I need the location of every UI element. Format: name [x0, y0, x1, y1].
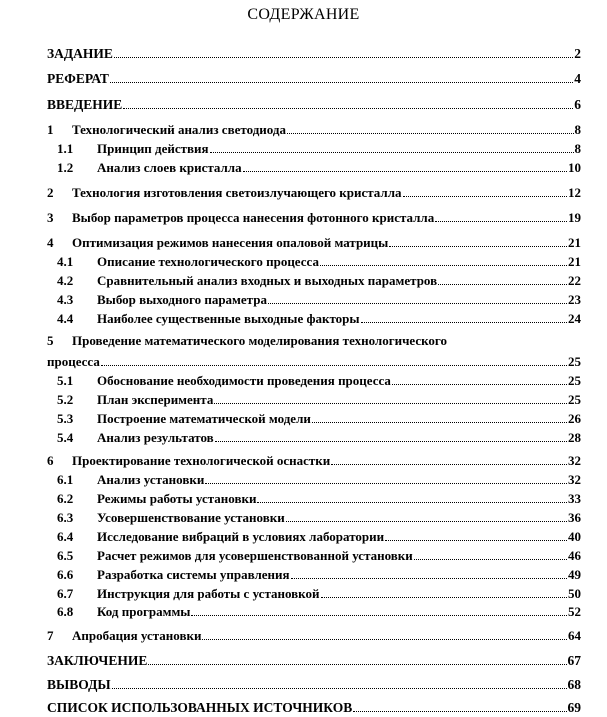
toc-entry-page: 69 — [567, 700, 581, 715]
toc-entry-label: Расчет режимов для усовершенствованной установки — [97, 548, 413, 563]
toc-entry-label: РЕФЕРАТ — [47, 71, 109, 86]
toc-entry-page: 2 — [574, 46, 581, 61]
dot-leader — [191, 615, 567, 616]
dot-leader — [320, 265, 567, 266]
toc-entry-page: 32 — [568, 472, 581, 487]
dot-leader — [361, 322, 567, 323]
toc-entry[interactable] — [47, 388, 581, 408]
toc-entry-page: 25 — [568, 392, 581, 407]
toc-entry[interactable] — [47, 426, 581, 446]
toc-entry-page: 22 — [568, 273, 581, 288]
toc-entry-number: 6 — [47, 453, 54, 468]
toc-entry[interactable] — [47, 600, 581, 620]
toc-entry[interactable] — [47, 350, 581, 370]
toc-entry[interactable] — [47, 250, 581, 270]
toc-entry-number: 4.1 — [57, 254, 74, 269]
toc-entry[interactable] — [47, 487, 581, 507]
toc-entry-label: СПИСОК ИСПОЛЬЗОВАННЫХ ИСТОЧНИКОВ — [47, 700, 353, 715]
toc-entry-page: 21 — [568, 235, 581, 250]
toc-entry-label: Выбор параметров процесса нанесения фотонного кристалла — [72, 210, 435, 225]
toc-entry-page: 8 — [574, 141, 581, 156]
toc-entry-label: ЗАКЛЮЧЕНИЕ — [47, 653, 148, 668]
toc-entry-label: Оптимизация режимов нанесения опаловой матрицы — [72, 235, 389, 250]
dot-leader — [214, 403, 567, 404]
toc-entry-label: Построение математической модели — [97, 411, 311, 426]
toc-entry[interactable] — [47, 156, 581, 176]
toc-entry[interactable] — [47, 93, 581, 113]
dot-leader — [110, 82, 573, 83]
dot-leader — [414, 559, 567, 560]
toc-entry-number: 5 — [47, 333, 54, 348]
toc-entry[interactable] — [47, 181, 581, 201]
toc-entry[interactable] — [47, 269, 581, 289]
toc-entry-label: Технология изготовления светоизлучающего кристалла — [72, 185, 402, 200]
toc-entry[interactable] — [47, 506, 581, 526]
toc-entry[interactable] — [47, 307, 581, 327]
toc-entry-number: 6.6 — [57, 567, 74, 582]
toc-entry-page: 25 — [568, 354, 581, 369]
toc-entry-number: 7 — [47, 628, 54, 643]
toc-entry-page: 10 — [568, 160, 581, 175]
toc-entry-label-line1: Проведение математического моделирования технологического — [72, 333, 448, 348]
toc-entry-label: ВВЕДЕНИЕ — [47, 97, 123, 112]
dot-leader — [331, 464, 567, 465]
toc-entry-number: 3 — [47, 210, 54, 225]
toc-entry-label: Усовершенствование установки — [97, 510, 285, 525]
toc-entry-page: 64 — [568, 628, 581, 643]
toc-entry-page: 12 — [568, 185, 581, 200]
toc-entry[interactable] — [47, 544, 581, 564]
toc-entry-page: 67 — [567, 653, 581, 668]
toc-entry-label: Описание технологического процесса — [97, 254, 319, 269]
toc-entry-number: 4.4 — [57, 311, 74, 326]
toc-entry-page: 21 — [568, 254, 581, 269]
toc-entry-label: процесса — [47, 354, 100, 369]
toc-entry-number: 1.1 — [57, 141, 74, 156]
toc-entry[interactable] — [47, 624, 581, 644]
toc-entry-page: 40 — [568, 529, 581, 544]
toc-entry[interactable] — [47, 525, 581, 545]
toc-entry-page: 49 — [568, 567, 581, 582]
page-title: СОДЕРЖАНИЕ — [247, 6, 360, 23]
toc-entry-number: 1.2 — [57, 160, 74, 175]
dot-leader — [287, 133, 574, 134]
toc-entry-label: Проектирование технологической оснастки — [72, 453, 331, 468]
toc-entry-label: Сравнительный анализ входных и выходных параметров — [97, 273, 438, 288]
dot-leader — [202, 639, 567, 640]
toc-entry-number: 1 — [47, 122, 54, 137]
dot-leader — [389, 246, 567, 247]
toc-entry[interactable] — [47, 468, 581, 488]
toc-entry-page: 33 — [568, 491, 581, 506]
dot-leader — [215, 441, 567, 442]
toc-entry[interactable] — [47, 118, 581, 138]
toc-entry-label: Обоснование необходимости проведения процесса — [97, 373, 391, 388]
toc-entry-number: 6.5 — [57, 548, 74, 563]
dot-leader — [291, 578, 567, 579]
toc-entry-number: 6.8 — [57, 604, 74, 619]
toc-entry[interactable] — [47, 137, 581, 157]
toc-entry-label: ЗАДАНИЕ — [47, 46, 113, 61]
toc-entry-page: 4 — [574, 71, 581, 86]
toc-entry-number: 6.3 — [57, 510, 74, 525]
toc-entry-page: 19 — [568, 210, 581, 225]
toc-entry-first-line[interactable] — [47, 332, 581, 349]
toc-entry-page: 24 — [568, 311, 581, 326]
toc-entry-label: Разработка системы управления — [97, 567, 290, 582]
toc-entry-number: 6.7 — [57, 586, 74, 601]
toc-entry-page: 52 — [568, 604, 581, 619]
toc-entry-label: Код программы — [97, 604, 191, 619]
dot-leader — [312, 422, 567, 423]
toc-entry-label: Инструкция для работы с установкой — [97, 586, 320, 601]
toc-entry-label: Выбор выходного параметра — [97, 292, 267, 307]
toc-entry-number: 5.3 — [57, 411, 74, 426]
toc-entry-page: 8 — [574, 122, 581, 137]
toc-entry-label: План эксперимента — [97, 392, 214, 407]
dot-leader — [205, 483, 567, 484]
toc-entry-number: 5.2 — [57, 392, 74, 407]
toc-entry[interactable] — [47, 231, 581, 251]
toc-entry-label: Апробация установки — [72, 628, 202, 643]
toc-entry-label: Технологический анализ светодиода — [72, 122, 286, 137]
toc-entry-page: 28 — [568, 430, 581, 445]
toc-entry[interactable] — [47, 407, 581, 427]
toc-entry-label: Анализ установки — [97, 472, 205, 487]
toc-entry[interactable] — [47, 563, 581, 583]
toc-entry[interactable] — [47, 649, 581, 669]
toc-entry-number: 6.2 — [57, 491, 74, 506]
dot-leader — [112, 688, 567, 689]
dot-leader — [438, 284, 567, 285]
dot-leader — [268, 303, 567, 304]
toc-entry-page: 23 — [568, 292, 581, 307]
toc-entry-label: Наиболее существенные выходные факторы — [97, 311, 360, 326]
dot-leader — [286, 521, 567, 522]
toc-entry[interactable] — [47, 696, 581, 716]
toc-entry-label: Исследование вибраций в условиях лаборатории — [97, 529, 385, 544]
toc-entry-label: Анализ слоев кристалла — [97, 160, 242, 175]
toc-entry-label: Принцип действия — [97, 141, 209, 156]
toc-entry-number: 6.4 — [57, 529, 74, 544]
toc-entry-label: Режимы работы установки — [97, 491, 257, 506]
toc-entry-number: 4.3 — [57, 292, 74, 307]
toc-entry-page: 46 — [568, 548, 581, 563]
dot-leader — [403, 196, 567, 197]
toc-entry[interactable] — [47, 673, 581, 693]
toc-entry-number: 5.1 — [57, 373, 74, 388]
toc-entry[interactable] — [47, 42, 581, 62]
toc-entry[interactable] — [47, 582, 581, 602]
toc-entry-page: 68 — [567, 677, 581, 692]
toc-entry-label: ВЫВОДЫ — [47, 677, 111, 692]
dot-leader — [210, 152, 574, 153]
toc-entry-number: 5.4 — [57, 430, 74, 445]
toc-entry[interactable] — [47, 206, 581, 226]
toc-entry-label: Анализ результатов — [97, 430, 214, 445]
toc-entry-number: 6.1 — [57, 472, 74, 487]
dot-leader — [435, 221, 567, 222]
dot-leader — [385, 540, 567, 541]
toc-entry-page: 50 — [568, 586, 581, 601]
dot-leader — [123, 108, 573, 109]
toc-entry-page: 26 — [568, 411, 581, 426]
toc-entry[interactable] — [47, 67, 581, 87]
dot-leader — [321, 597, 568, 598]
toc-entry-number: 4 — [47, 235, 54, 250]
toc-entry[interactable] — [47, 288, 581, 308]
dot-leader — [353, 711, 566, 712]
toc-entry-number: 4.2 — [57, 273, 74, 288]
dot-leader — [101, 365, 567, 366]
dot-leader — [148, 664, 566, 665]
dot-leader — [257, 502, 567, 503]
toc-entry-page: 6 — [574, 97, 581, 112]
toc-entry-page: 32 — [568, 453, 581, 468]
dot-leader — [114, 57, 573, 58]
toc-entry[interactable] — [47, 369, 581, 389]
toc-entry[interactable] — [47, 449, 581, 469]
toc-entry-page: 36 — [568, 510, 581, 525]
dot-leader — [392, 384, 567, 385]
toc-entry-page: 25 — [568, 373, 581, 388]
toc-entry-number: 2 — [47, 185, 54, 200]
dot-leader — [243, 171, 567, 172]
